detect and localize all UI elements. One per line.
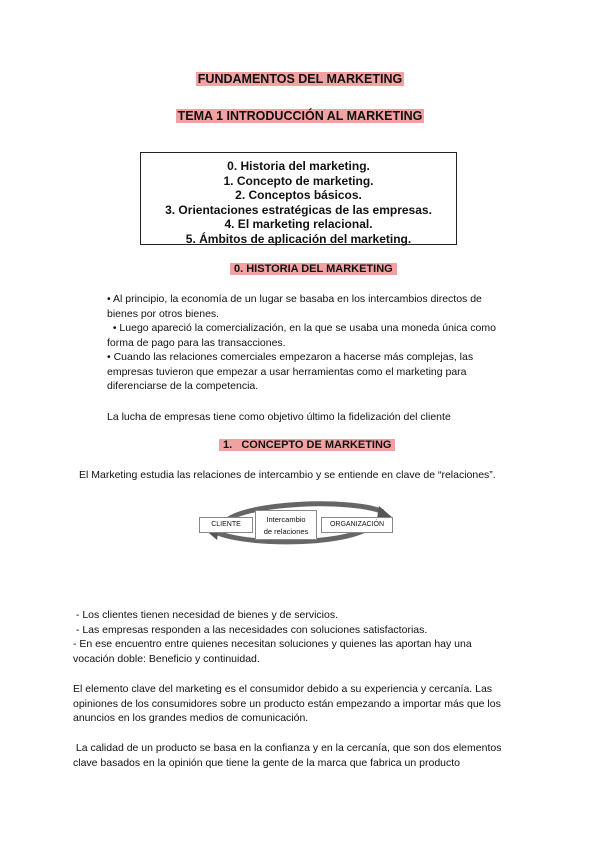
exchange-box: Intercambio de relaciones — [255, 510, 317, 540]
concept-bullets — [73, 608, 533, 666]
text-line: anuncios en los grandes medios de comunicación. — [73, 712, 309, 724]
toc-item: 0. Historia del marketing. — [227, 159, 370, 173]
topic-title: TEMA 1 INTRODUCCIÓN AL MARKETING — [177, 109, 423, 123]
history-paragraph — [107, 292, 527, 394]
section-heading-history: 0. HISTORIA DEL MARKETING — [230, 263, 397, 275]
text-line: - Los clientes tienen necesidad de bienes y de servicios. — [73, 609, 338, 621]
document-title: FUNDAMENTOS DEL MARKETING — [197, 72, 403, 86]
text-line: • Cuando las relaciones comerciales empezaron a hacerse más complejas, las — [107, 351, 474, 363]
text-line: opiniones de los consumidores sobre un producto están empezando a importar más que los — [73, 697, 501, 710]
client-box: CLIENTE — [199, 517, 253, 533]
exchange-diagram — [193, 496, 403, 548]
text-line: • Luego apareció la comercialización, en la que se usaba una moneda única como — [107, 322, 496, 334]
toc-item: 4. El marketing relacional. — [224, 217, 373, 231]
section-heading-concept: 1. CONCEPTO DE MARKETING — [219, 439, 395, 451]
text-line: diferenciarse de la competencia. — [107, 380, 259, 392]
organization-box: ORGANIZACIÓN — [321, 517, 393, 533]
text-line: forma de pago para las transacciones. — [107, 336, 286, 349]
toc-item: 3. Orientaciones estratégicas de las empresas. — [165, 202, 432, 217]
history-closing: La lucha de empresas tiene como objetivo último la fidelización del cliente — [107, 411, 451, 423]
text-line: vocación doble: Beneficio y continuidad. — [73, 652, 260, 665]
toc-item: 1. Concepto de marketing. — [223, 173, 374, 188]
text-line: El elemento clave del marketing es el consumidor debido a su experiencia y cercanía. Las — [73, 683, 493, 695]
table-of-contents — [140, 152, 457, 245]
text-line: - Las empresas responden a las necesidades con soluciones satisfactorias. — [73, 623, 428, 636]
toc-item: 2. Conceptos básicos. — [235, 188, 362, 202]
quality-paragraph — [73, 741, 543, 770]
text-line: clave basados en la opinión que tiene la gente de la marca que fabrica un producto — [73, 756, 461, 769]
consumer-paragraph — [73, 682, 543, 726]
concept-intro: El Marketing estudia las relaciones de intercambio y se entiende en clave de “relaciones”. — [79, 469, 496, 481]
text-line: La calidad de un producto se basa en la confianza y en la cercanía, que son dos elementos — [73, 742, 502, 754]
text-line: - En ese encuentro entre quienes necesitan soluciones y quienes las aportan hay una — [73, 638, 472, 650]
text-line: • Al principio, la economía de un lugar se basaba en los intercambios directos de — [107, 293, 482, 305]
text-line: bienes por otros bienes. — [107, 307, 220, 320]
text-line: empresas tuvieron que empezar a usar herramientas como el marketing para — [107, 365, 467, 378]
toc-item: 5. Ámbitos de aplicación del marketing. — [185, 231, 412, 246]
